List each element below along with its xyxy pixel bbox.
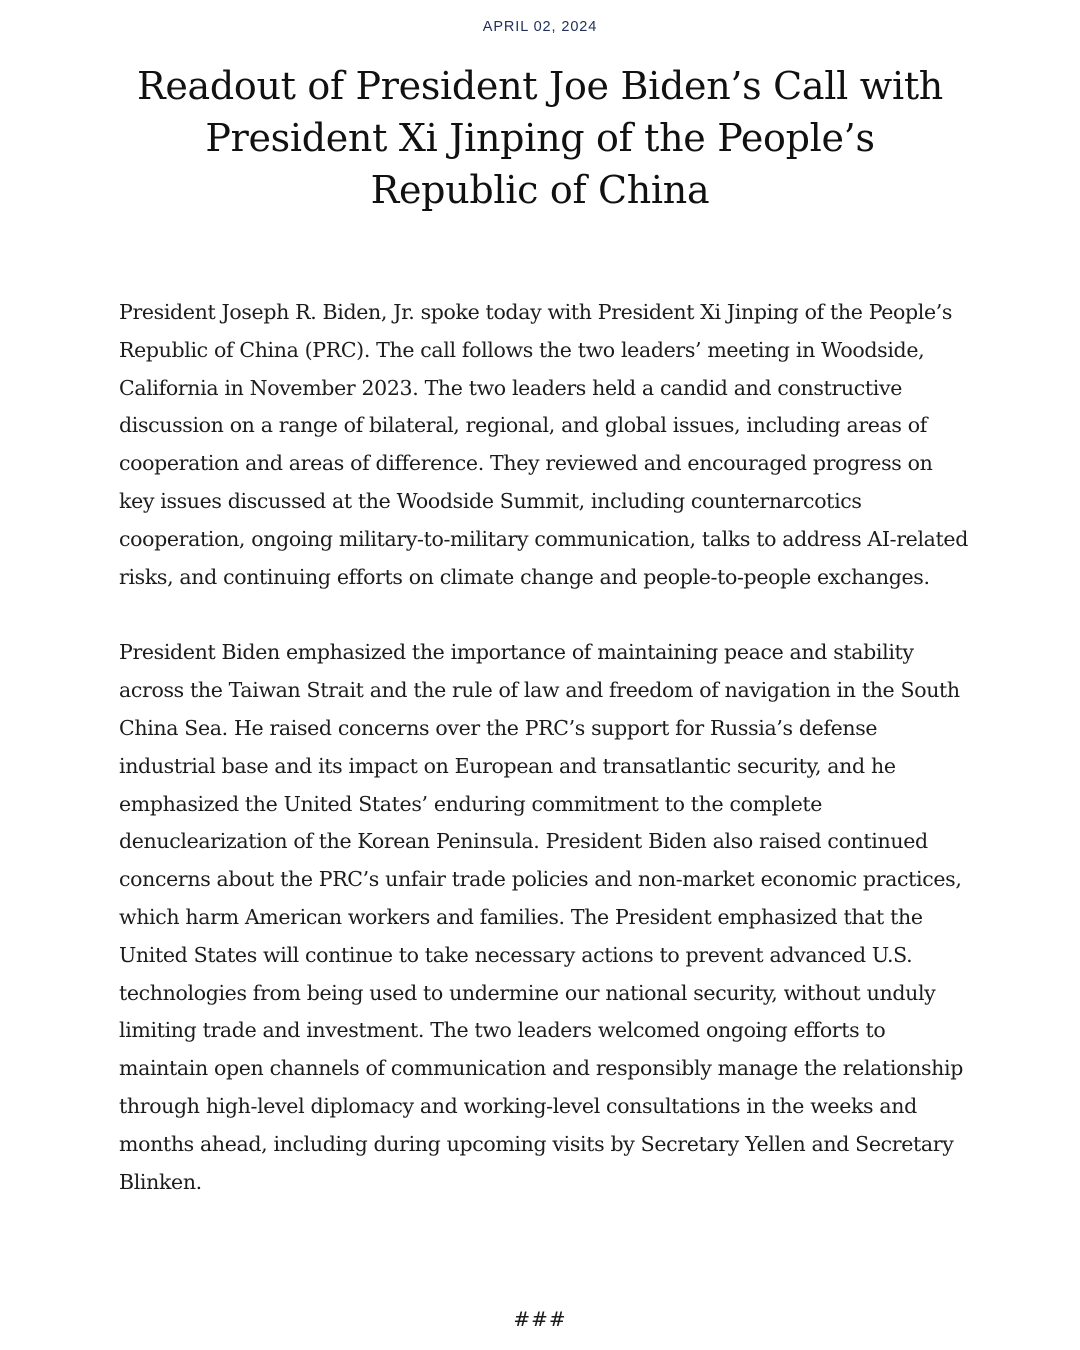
page-title: Readout of President Joe Biden’s Call with President Xi Jinping of the People’s Republic of China — [137, 64, 943, 212]
publish-date: APRIL 02, 2024 — [482, 19, 598, 35]
article-body — [119, 294, 971, 1201]
body-paragraph: President Joseph R. Biden, Jr. spoke today with President Xi Jinping of the People’s Republic of China (PRC). The call follows the two leaders’ meeting in Woodside, California in November 2023. The two leaders held a candid and constructive discussion on a range of bilateral, regional, and global issues, including areas of cooperation and areas of difference. They reviewed and encouraged progress on key issues discussed at the Woodside Summit, including counternarcotics cooperation, ongoing military-to-military communication, talks to address AI-related risks, and continuing efforts on climate change and people-to-people exchanges. — [119, 300, 968, 589]
body-paragraph: President Biden emphasized the importance of maintaining peace and stability across the Taiwan Strait and the rule of law and freedom of navigation in the South China Sea. He raised concerns over the PRC’s support for Russia’s defense industrial base and its impact on European and transatlantic security, and he emphasized the United States’ enduring commitment to the complete denuclearization of the Korean Peninsula. President Biden also raised continued concerns about the PRC’s unfair trade policies and non-market economic practices, which harm American workers and families. The President emphasized that the United States will continue to take necessary actions to prevent advanced U.S. technologies from being used to undermine our national security, without unduly limiting trade and investment. The two leaders welcomed ongoing efforts to maintain open channels of communication and responsibly manage the relationship through high-level diplomacy and working-level consultations in the weeks and months ahead, including during upcoming visits by Secretary Yellen and Secretary Blinken. — [119, 640, 963, 1194]
end-marker: ### — [513, 1307, 567, 1331]
